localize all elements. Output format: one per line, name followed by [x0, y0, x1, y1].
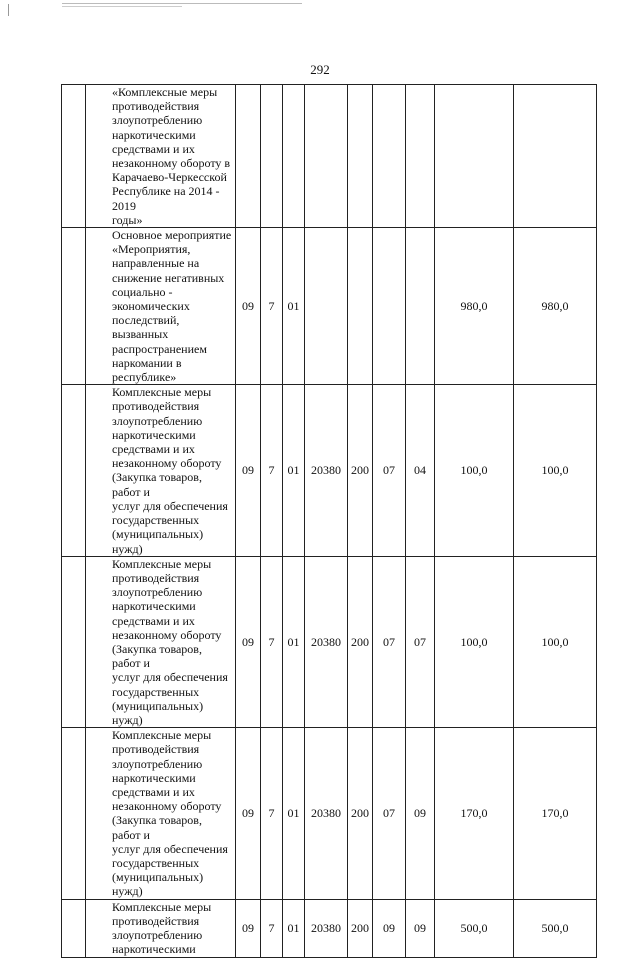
amount-cell — [435, 85, 514, 228]
blank-cell — [62, 899, 86, 957]
code-cell: 07 — [373, 385, 406, 556]
code-cell — [406, 228, 435, 385]
table-row — [62, 385, 597, 556]
scan-line — [62, 6, 182, 7]
amount-cell: 170,0 — [435, 728, 514, 899]
row-name-cell: Комплексные меры противодействия злоупотреблению наркотическими — [86, 899, 236, 957]
code-cell: 20380 — [305, 728, 348, 899]
code-cell: 7 — [261, 728, 283, 899]
page-number: 292 — [310, 62, 330, 77]
code-cell: 01 — [283, 728, 305, 899]
table-row — [62, 556, 597, 727]
code-cell: 09 — [406, 728, 435, 899]
code-cell: 20380 — [305, 385, 348, 556]
amount-cell: 100,0 — [514, 385, 597, 556]
code-cell: 09 — [406, 899, 435, 957]
amount-cell: 980,0 — [514, 228, 597, 385]
table-row — [62, 728, 597, 899]
code-cell: 04 — [406, 385, 435, 556]
amount-cell: 500,0 — [514, 899, 597, 957]
budget-table — [61, 84, 597, 958]
code-cell: 01 — [283, 899, 305, 957]
code-cell — [348, 85, 373, 228]
code-cell: 01 — [283, 385, 305, 556]
code-cell: 20380 — [305, 556, 348, 727]
code-cell: 7 — [261, 385, 283, 556]
code-cell: 07 — [406, 556, 435, 727]
code-cell — [348, 228, 373, 385]
row-name-cell: Комплексные меры противодействия злоупотреблению наркотическими средствами и их незаконному обороту (Закупка товаров, работ и услуг для обеспечения государственных (муниципальных) нужд) — [86, 728, 236, 899]
code-cell — [305, 228, 348, 385]
code-cell — [373, 85, 406, 228]
row-name-cell: Комплексные меры противодействия злоупотреблению наркотическими средствами и их незаконному обороту (Закупка товаров, работ и услуг для обеспечения государственных (муниципальных) нужд) — [86, 556, 236, 727]
code-cell: 09 — [236, 228, 261, 385]
code-cell — [261, 85, 283, 228]
row-name-cell: «Комплексные меры противодействия злоупотреблению наркотическими средствами и их незаконному обороту в Карачаево-Черкесской Республике на 2014 - 2019 годы» — [86, 85, 236, 228]
code-cell: 20380 — [305, 899, 348, 957]
code-cell: 01 — [283, 228, 305, 385]
code-cell: 7 — [261, 556, 283, 727]
blank-cell — [62, 85, 86, 228]
code-cell — [406, 85, 435, 228]
amount-cell: 100,0 — [435, 385, 514, 556]
amount-cell: 980,0 — [435, 228, 514, 385]
code-cell — [305, 85, 348, 228]
code-cell: 07 — [373, 728, 406, 899]
amount-cell: 100,0 — [514, 556, 597, 727]
blank-cell — [62, 728, 86, 899]
row-name-cell: Комплексные меры противодействия злоупотреблению наркотическими средствами и их незаконному обороту (Закупка товаров, работ и услуг для обеспечения государственных (муниципальных) нужд) — [86, 385, 236, 556]
code-cell: 09 — [236, 728, 261, 899]
table-row — [62, 228, 597, 385]
code-cell: 09 — [236, 556, 261, 727]
code-cell: 7 — [261, 899, 283, 957]
amount-cell: 500,0 — [435, 899, 514, 957]
code-cell: 09 — [373, 899, 406, 957]
code-cell — [283, 85, 305, 228]
amount-cell — [514, 85, 597, 228]
code-cell: 200 — [348, 385, 373, 556]
code-cell: 7 — [261, 228, 283, 385]
table-row — [62, 85, 597, 228]
amount-cell: 170,0 — [514, 728, 597, 899]
blank-cell — [62, 385, 86, 556]
code-cell: 200 — [348, 728, 373, 899]
code-cell: 07 — [373, 556, 406, 727]
blank-cell — [62, 228, 86, 385]
row-name-cell: Основное мероприятие «Мероприятия, направленные на снижение негативных социально - экономических последствий, вызванных распространением наркомании в республике» — [86, 228, 236, 385]
scan-line — [62, 3, 302, 4]
scan-edge-mark — [8, 4, 9, 16]
blank-cell — [62, 556, 86, 727]
code-cell: 09 — [236, 385, 261, 556]
code-cell: 01 — [283, 556, 305, 727]
amount-cell: 100,0 — [435, 556, 514, 727]
code-cell: 200 — [348, 556, 373, 727]
code-cell: 200 — [348, 899, 373, 957]
code-cell: 09 — [236, 899, 261, 957]
code-cell — [236, 85, 261, 228]
table-row — [62, 899, 597, 957]
code-cell — [373, 228, 406, 385]
